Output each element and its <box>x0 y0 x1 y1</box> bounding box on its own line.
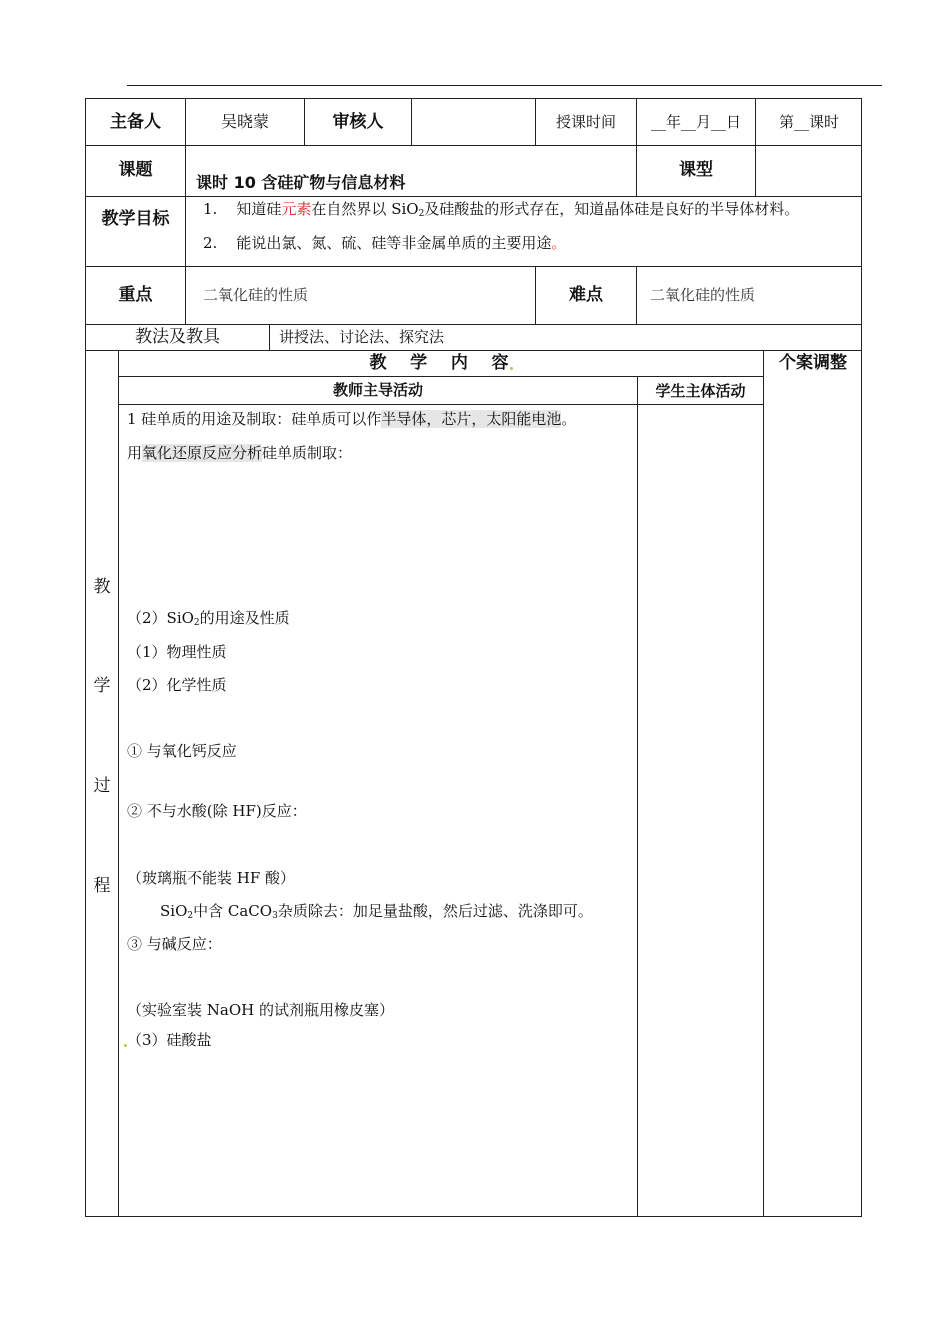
col-divider <box>636 266 637 324</box>
objective-1-number: 1. <box>203 200 218 218</box>
row-divider <box>85 324 862 325</box>
subscript: 3 <box>272 911 278 921</box>
content-line: ① 与氧化钙反应 <box>127 742 237 760</box>
content-text: 。 <box>561 410 577 428</box>
key-point-value: 二氧化硅的性质 <box>203 286 309 304</box>
lesson-period: 第__课时 <box>778 113 839 131</box>
content-line: （实验室装 NaOH 的试剂瓶用橡皮塞） <box>127 1001 394 1019</box>
preparer-label: 主备人 <box>110 112 161 132</box>
method-value: 讲授法、讨论法、探究法 <box>279 328 445 346</box>
content-line <box>127 443 352 463</box>
row-divider <box>85 196 862 197</box>
side-char-2: 学 <box>93 676 111 696</box>
objective-2-highlight: 。 <box>551 234 567 252</box>
objective-1-text: 知道硅 <box>236 200 282 218</box>
content-line <box>127 608 290 633</box>
content-text: 的用途及性质 <box>199 609 290 627</box>
objective-1-text: 在自然界以 SiO <box>311 200 419 218</box>
subscript: 2 <box>193 618 200 628</box>
difficult-point-label: 难点 <box>569 285 603 305</box>
content-text: 硅单质制取： <box>262 444 353 462</box>
row-divider <box>118 404 763 405</box>
content-line: （玻璃瓶不能装 HF 酸） <box>127 869 296 887</box>
content-line: ② 不与水酸(除 HF)反应： <box>127 802 307 820</box>
side-char-4: 程 <box>93 876 111 896</box>
side-char-3: 过 <box>93 776 111 796</box>
content-text: 用 <box>127 444 143 462</box>
content-header <box>119 353 763 373</box>
content-line: （1）物理性质 <box>127 643 227 661</box>
col-divider <box>269 324 270 350</box>
content-text: （2）SiO <box>127 609 194 627</box>
content-line <box>123 1030 212 1050</box>
preparer-name: 吴晓蒙 <box>220 112 269 131</box>
highlighted-text: 氧化还原反应分析 <box>142 444 263 462</box>
col-divider <box>755 145 756 196</box>
col-divider <box>637 376 638 1217</box>
objective-2 <box>203 233 566 253</box>
col-divider <box>185 196 186 266</box>
lesson-time-label: 授课时间 <box>555 113 616 131</box>
objective-1-text: 及硅酸盐的形式存在，知道晶体硅是良好的半导体材料。 <box>424 200 800 218</box>
content-text: 杂质除去：加足量盐酸，然后过滤、洗涤即可。 <box>277 902 593 920</box>
objective-2-text: 能说出氯、氮、硫、硅等非金属单质的主要用途 <box>236 234 552 252</box>
subscript: 2 <box>418 209 425 219</box>
lesson-type-label: 课型 <box>679 160 713 180</box>
row-divider <box>85 145 862 146</box>
content-line: ③ 与碱反应： <box>127 935 222 953</box>
marker-dot <box>510 367 513 370</box>
row-divider <box>85 350 862 351</box>
teacher-activity-header: 教师主导活动 <box>332 381 423 399</box>
difficult-point-value: 二氧化硅的性质 <box>650 286 756 304</box>
content-text: SiO <box>160 902 188 920</box>
objective-1-highlight: 元素 <box>281 200 312 218</box>
method-label: 教法及教具 <box>135 327 220 347</box>
col-divider <box>763 350 764 1217</box>
subscript: 2 <box>187 911 194 921</box>
content-text: 中含 CaCO <box>193 902 273 920</box>
content-line <box>160 901 593 926</box>
highlighted-text: 半导体，芯片，太阳能电池 <box>381 410 562 428</box>
topic-label: 课题 <box>118 160 153 180</box>
row-divider <box>85 266 862 267</box>
row-divider <box>118 376 763 377</box>
content-text: 1 硅单质的用途及制取：硅单质可以作 <box>127 410 382 428</box>
objective-2-number: 2. <box>203 234 218 252</box>
content-line: （2）化学性质 <box>127 676 227 694</box>
adjust-header: 个案调整 <box>779 353 847 373</box>
header-rule <box>127 85 882 86</box>
content-line <box>127 409 576 429</box>
col-divider <box>411 98 412 146</box>
lesson-date: __年__月__日 <box>650 113 741 131</box>
content-header-text: 教 学 内 容 <box>369 353 509 373</box>
reviewer-label: 审核人 <box>332 112 384 132</box>
key-point-label: 重点 <box>118 285 153 305</box>
content-text: （3）硅酸盐 <box>127 1031 212 1049</box>
objective-1 <box>203 199 799 224</box>
objectives-label: 教学目标 <box>101 209 170 229</box>
col-divider <box>118 350 119 1217</box>
side-char-1: 教 <box>93 577 111 597</box>
col-divider <box>185 266 186 324</box>
topic-value: 课时 10 含硅矿物与信息材料 <box>196 173 406 192</box>
col-divider <box>185 145 186 196</box>
student-activity-header: 学生主体活动 <box>655 382 746 400</box>
